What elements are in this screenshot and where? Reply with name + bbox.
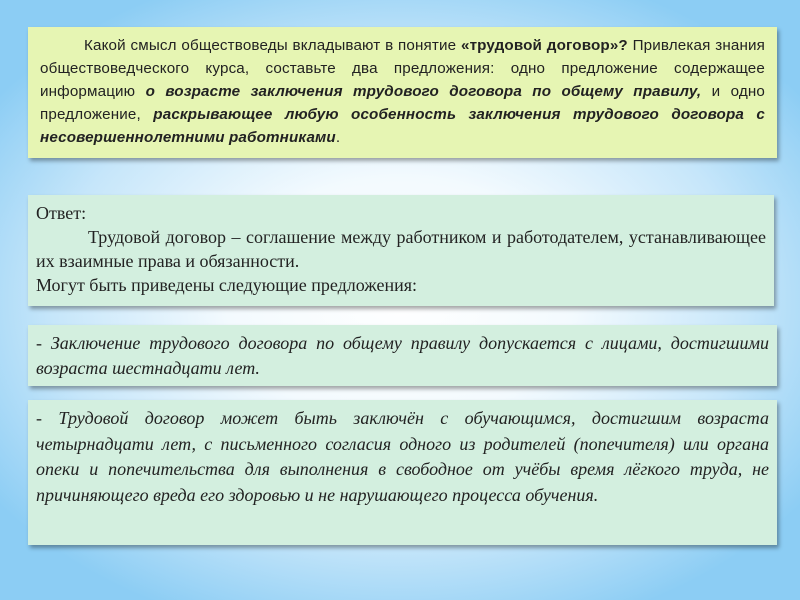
question-part-1: Какой смысл обществоведы вкладывают в понятие (84, 37, 461, 54)
sentence-box-age (28, 325, 777, 386)
question-part-4: . (335, 129, 341, 146)
sentence-age-text: - Заключение трудового договора по общему правилу допускается с лицами, достигшими возраста шестнадцати лет. (36, 333, 769, 378)
question-term: «трудовой договор»? (461, 37, 628, 54)
sentence-box-minors (28, 400, 777, 545)
answer-intro: Могут быть приведены следующие предложения: (36, 275, 418, 295)
question-emphasis-age: о возрасте заключения трудового договора по общему правилу, (145, 83, 702, 100)
question-emphasis-minors: раскрывающее любую особенность заключения трудового договора с несовершеннолетними работниками (40, 106, 765, 146)
question-part-3: и одно предложение, (40, 83, 766, 123)
question-text (40, 34, 765, 149)
answer-definition: Трудовой договор – соглашение между работником и работодателем, устанавливающее их взаимные права и обязанности. (36, 227, 766, 271)
answer-label: Ответ: (36, 203, 87, 223)
question-box (28, 27, 777, 158)
answer-box (28, 195, 774, 306)
question-part-2: Привлекая знания обществоведческого курса, составьте два предложения: одно предложение содержащее информацию (40, 37, 766, 100)
sentence-minors-text: - Трудовой договор может быть заключён с обучающимся, достигшим возраста четырнадцати лет, с письменного согласия одного из родителей (попечителя) или органа опеки и попечительства для выполнения в свободное от учёбы время лёгкого труда, не причиняющего вреда его здоровью и не нарушающего процесса обучения. (36, 408, 769, 505)
